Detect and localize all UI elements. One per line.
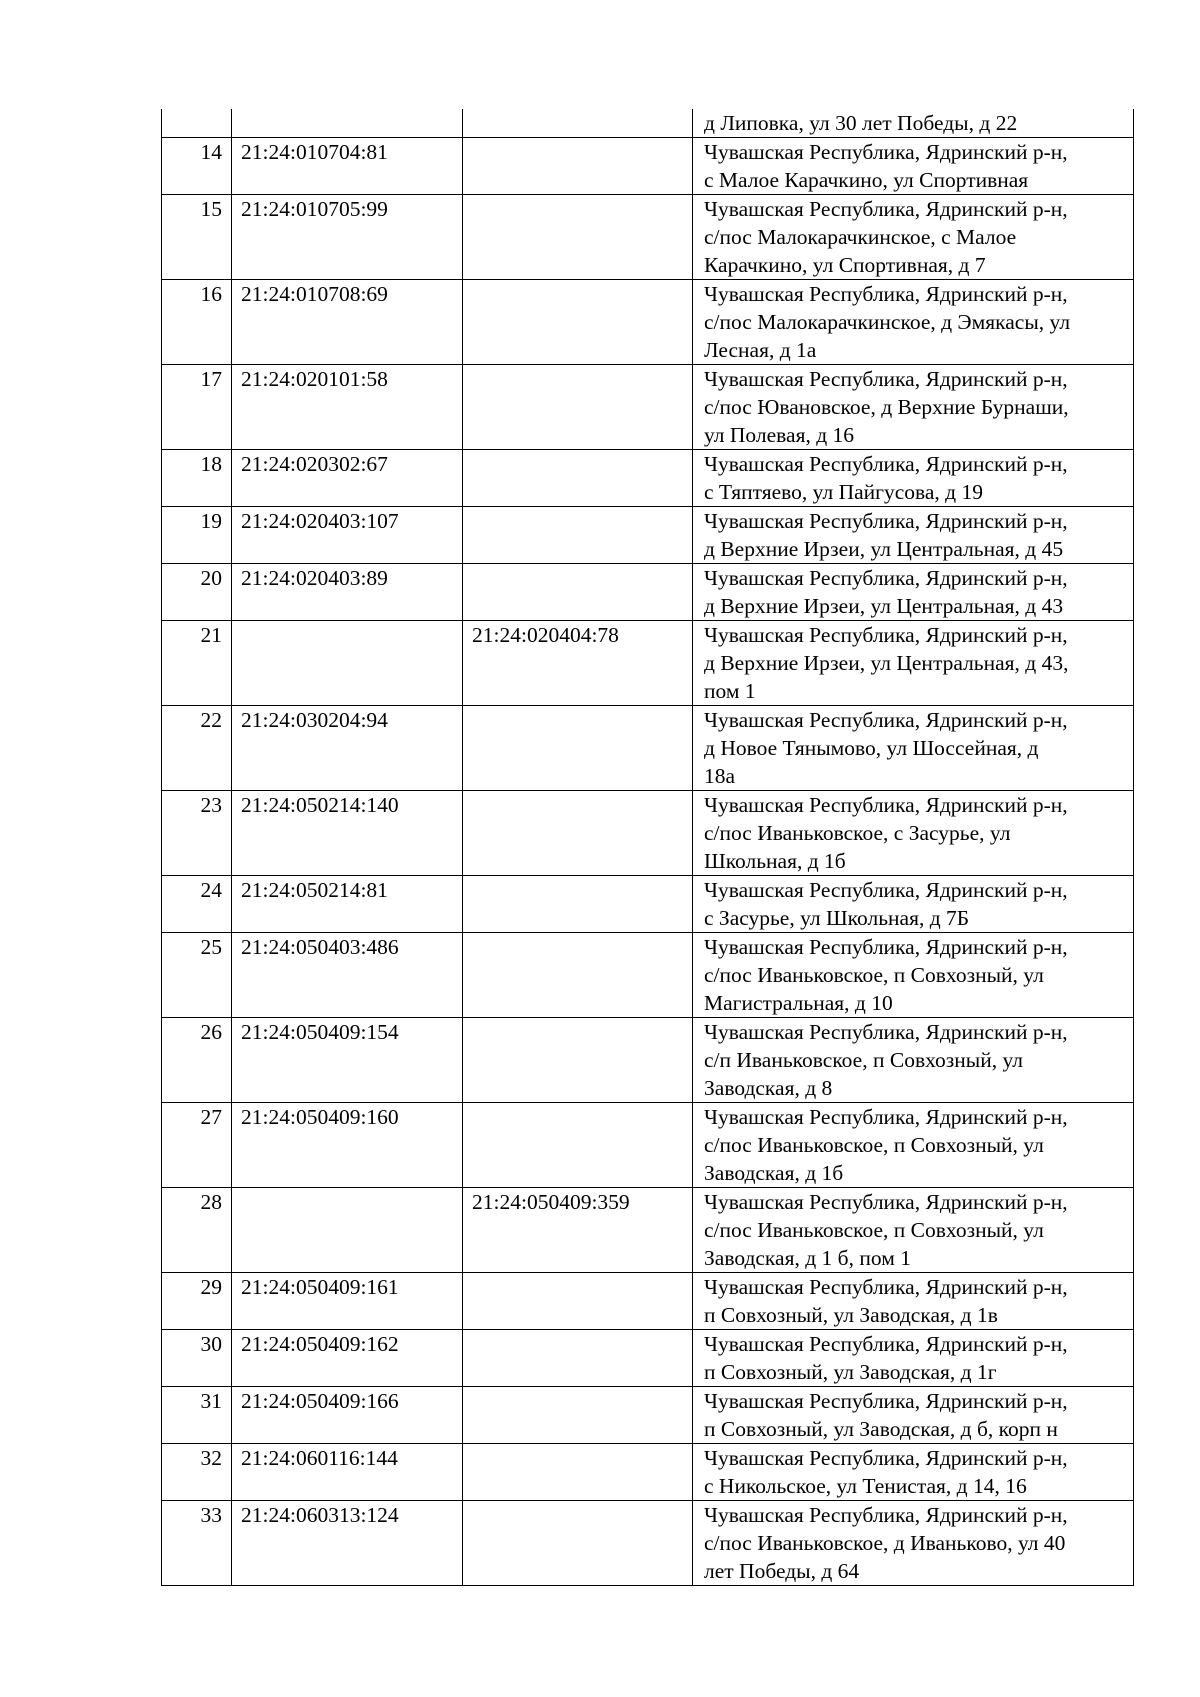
building-cadastral-number-cell [463,195,693,280]
land-cadastral-number-cell: 21:24:050409:160 [232,1103,463,1188]
address-cell [693,138,1134,195]
address-line: д Новое Тянымово, ул Шоссейная, д [704,736,1039,760]
building-cadastral-number-cell [463,1018,693,1103]
land-cadastral-number-cell: 21:24:050214:81 [232,876,463,933]
address-line: д Верхние Ирзеи, ул Центральная, д 45 [704,537,1064,561]
table-row [162,933,1134,1018]
address-line: с/пос Иваньковское, п Совхозный, ул [704,1218,1044,1242]
address-line: д Верхние Ирзеи, ул Центральная, д 43, [704,651,1069,675]
building-cadastral-number-cell [463,109,693,138]
land-cadastral-number-cell: 21:24:050214:140 [232,791,463,876]
address-line: Заводская, д 8 [704,1076,833,1100]
address-line: Чувашская Республика, Ядринский р-н, [704,878,1068,902]
address-line: пом 1 [704,679,756,703]
address-line: с Засурье, ул Школьная, д 7Б [704,906,970,930]
land-cadastral-number-cell: 21:24:010704:81 [232,138,463,195]
table-row [162,621,1134,706]
address-line: Чувашская Республика, Ядринский р-н, [704,1389,1068,1413]
address-line: Чувашская Республика, Ядринский р-н, [704,197,1068,221]
address-line: Чувашская Республика, Ядринский р-н, [704,935,1068,959]
row-number-cell: 29 [162,1273,232,1330]
address-cell [693,1018,1134,1103]
row-number-cell: 20 [162,564,232,621]
land-cadastral-number-cell: 21:24:050409:154 [232,1018,463,1103]
building-cadastral-number-cell [463,138,693,195]
address-line: с/пос Малокарачкинское, с Малое [704,225,1017,249]
land-cadastral-number-cell: 21:24:030204:94 [232,706,463,791]
table-row [162,1273,1134,1330]
address-line: с/пос Иваньковское, п Совхозный, ул [704,963,1044,987]
row-number-cell: 25 [162,933,232,1018]
building-cadastral-number-cell [463,450,693,507]
address-line: лет Победы, д 64 [704,1559,860,1583]
address-cell [693,876,1134,933]
building-cadastral-number-cell [463,933,693,1018]
land-cadastral-number-cell: 21:24:060313:124 [232,1501,463,1586]
table-row [162,1444,1134,1501]
table-row [162,109,1134,138]
row-number-cell: 32 [162,1444,232,1501]
table-row [162,1387,1134,1444]
address-line: с/пос Малокарачкинское, д Эмякасы, ул [704,310,1071,334]
address-line: Заводская, д 1б [704,1161,844,1185]
land-cadastral-number-cell: 21:24:010708:69 [232,280,463,365]
address-cell [693,1330,1134,1387]
building-cadastral-number-cell [463,564,693,621]
table-row [162,1188,1134,1273]
address-line: ул Полевая, д 16 [704,423,855,447]
address-line: с/пос Иваньковское, д Иваньково, ул 40 [704,1531,1066,1555]
address-line: Чувашская Республика, Ядринский р-н, [704,623,1068,647]
table-row [162,564,1134,621]
building-cadastral-number-cell: 21:24:050409:359 [463,1188,693,1273]
address-line: Чувашская Республика, Ядринский р-н, [704,282,1068,306]
address-line: Карачкино, ул Спортивная, д 7 [704,253,986,277]
row-number-cell: 16 [162,280,232,365]
building-cadastral-number-cell [463,1330,693,1387]
address-line: 18а [704,764,736,788]
land-cadastral-number-cell [232,1188,463,1273]
address-cell [693,1387,1134,1444]
property-registry-table [161,109,1134,1586]
address-line: д Липовка, ул 30 лет Победы, д 22 [704,111,1018,135]
building-cadastral-number-cell [463,1444,693,1501]
address-line: Чувашская Республика, Ядринский р-н, [704,1275,1068,1299]
table-row [162,280,1134,365]
address-line: с Никольское, ул Тенистая, д 14, 16 [704,1474,1027,1498]
row-number-cell: 30 [162,1330,232,1387]
address-cell [693,933,1134,1018]
row-number-cell: 33 [162,1501,232,1586]
address-line: с/пос Ювановское, д Верхние Бурнаши, [704,395,1069,419]
table-row [162,1330,1134,1387]
address-cell [693,195,1134,280]
address-cell [693,1444,1134,1501]
address-cell [693,450,1134,507]
table-row [162,706,1134,791]
row-number-cell: 19 [162,507,232,564]
table-row [162,1018,1134,1103]
land-cadastral-number-cell [232,109,463,138]
row-number-cell: 23 [162,791,232,876]
address-line: Чувашская Республика, Ядринский р-н, [704,708,1068,732]
building-cadastral-number-cell [463,1387,693,1444]
row-number-cell: 17 [162,365,232,450]
address-line: Заводская, д 1 б, пом 1 [704,1246,911,1270]
table-row [162,1501,1134,1586]
address-line: Школьная, д 1б [704,849,846,873]
land-cadastral-number-cell: 21:24:050403:486 [232,933,463,1018]
building-cadastral-number-cell [463,507,693,564]
address-line: с/п Иваньковское, п Совхозный, ул [704,1048,1024,1072]
table-row [162,450,1134,507]
row-number-cell: 27 [162,1103,232,1188]
address-line: с/пос Иваньковское, с Засурье, ул [704,821,1011,845]
address-line: Лесная, д 1а [704,338,817,362]
building-cadastral-number-cell [463,876,693,933]
row-number-cell: 21 [162,621,232,706]
address-cell [693,365,1134,450]
address-line: п Совхозный, ул Заводская, д 1г [704,1360,997,1384]
address-line: с Малое Карачкино, ул Спортивная [704,168,1029,192]
address-cell [693,507,1134,564]
row-number-cell [162,109,232,138]
table-row [162,507,1134,564]
row-number-cell: 22 [162,706,232,791]
building-cadastral-number-cell [463,1501,693,1586]
row-number-cell: 26 [162,1018,232,1103]
address-line: Чувашская Республика, Ядринский р-н, [704,367,1068,391]
address-cell [693,1188,1134,1273]
land-cadastral-number-cell: 21:24:050409:166 [232,1387,463,1444]
row-number-cell: 31 [162,1387,232,1444]
land-cadastral-number-cell: 21:24:050409:161 [232,1273,463,1330]
building-cadastral-number-cell: 21:24:020404:78 [463,621,693,706]
address-line: д Верхние Ирзеи, ул Центральная, д 43 [704,594,1064,618]
land-cadastral-number-cell: 21:24:010705:99 [232,195,463,280]
address-cell [693,564,1134,621]
address-line: Чувашская Республика, Ядринский р-н, [704,509,1068,533]
address-line: п Совхозный, ул Заводская, д 1в [704,1303,998,1327]
address-line: Чувашская Республика, Ядринский р-н, [704,140,1068,164]
address-line: Чувашская Республика, Ядринский р-н, [704,793,1068,817]
building-cadastral-number-cell [463,1273,693,1330]
building-cadastral-number-cell [463,1103,693,1188]
building-cadastral-number-cell [463,791,693,876]
address-cell [693,280,1134,365]
address-line: п Совхозный, ул Заводская, д б, корп н [704,1417,1058,1441]
table-row [162,791,1134,876]
table-row [162,365,1134,450]
row-number-cell: 28 [162,1188,232,1273]
land-cadastral-number-cell: 21:24:060116:144 [232,1444,463,1501]
address-cell [693,1103,1134,1188]
table-row [162,876,1134,933]
registry-table-body [162,109,1134,1586]
address-line: Чувашская Республика, Ядринский р-н, [704,1020,1068,1044]
address-line: Чувашская Республика, Ядринский р-н, [704,1105,1068,1129]
address-cell [693,621,1134,706]
land-cadastral-number-cell: 21:24:020403:89 [232,564,463,621]
address-cell [693,791,1134,876]
address-line: с Тяптяево, ул Пайгусова, д 19 [704,480,983,504]
address-line: Чувашская Республика, Ядринский р-н, [704,452,1068,476]
land-cadastral-number-cell: 21:24:020403:107 [232,507,463,564]
address-line: Магистральная, д 10 [704,991,893,1015]
building-cadastral-number-cell [463,365,693,450]
address-line: с/пос Иваньковское, п Совхозный, ул [704,1133,1044,1157]
building-cadastral-number-cell [463,706,693,791]
table-row [162,1103,1134,1188]
address-cell [693,109,1134,138]
address-cell [693,1501,1134,1586]
land-cadastral-number-cell: 21:24:020302:67 [232,450,463,507]
address-line: Чувашская Республика, Ядринский р-н, [704,1190,1068,1214]
land-cadastral-number-cell: 21:24:020101:58 [232,365,463,450]
address-cell [693,706,1134,791]
table-row [162,195,1134,280]
building-cadastral-number-cell [463,280,693,365]
table-row [162,138,1134,195]
row-number-cell: 18 [162,450,232,507]
address-line: Чувашская Республика, Ядринский р-н, [704,566,1068,590]
row-number-cell: 14 [162,138,232,195]
address-line: Чувашская Республика, Ядринский р-н, [704,1446,1068,1470]
land-cadastral-number-cell [232,621,463,706]
land-cadastral-number-cell: 21:24:050409:162 [232,1330,463,1387]
address-line: Чувашская Республика, Ядринский р-н, [704,1503,1068,1527]
address-cell [693,1273,1134,1330]
address-line: Чувашская Республика, Ядринский р-н, [704,1332,1068,1356]
row-number-cell: 15 [162,195,232,280]
row-number-cell: 24 [162,876,232,933]
